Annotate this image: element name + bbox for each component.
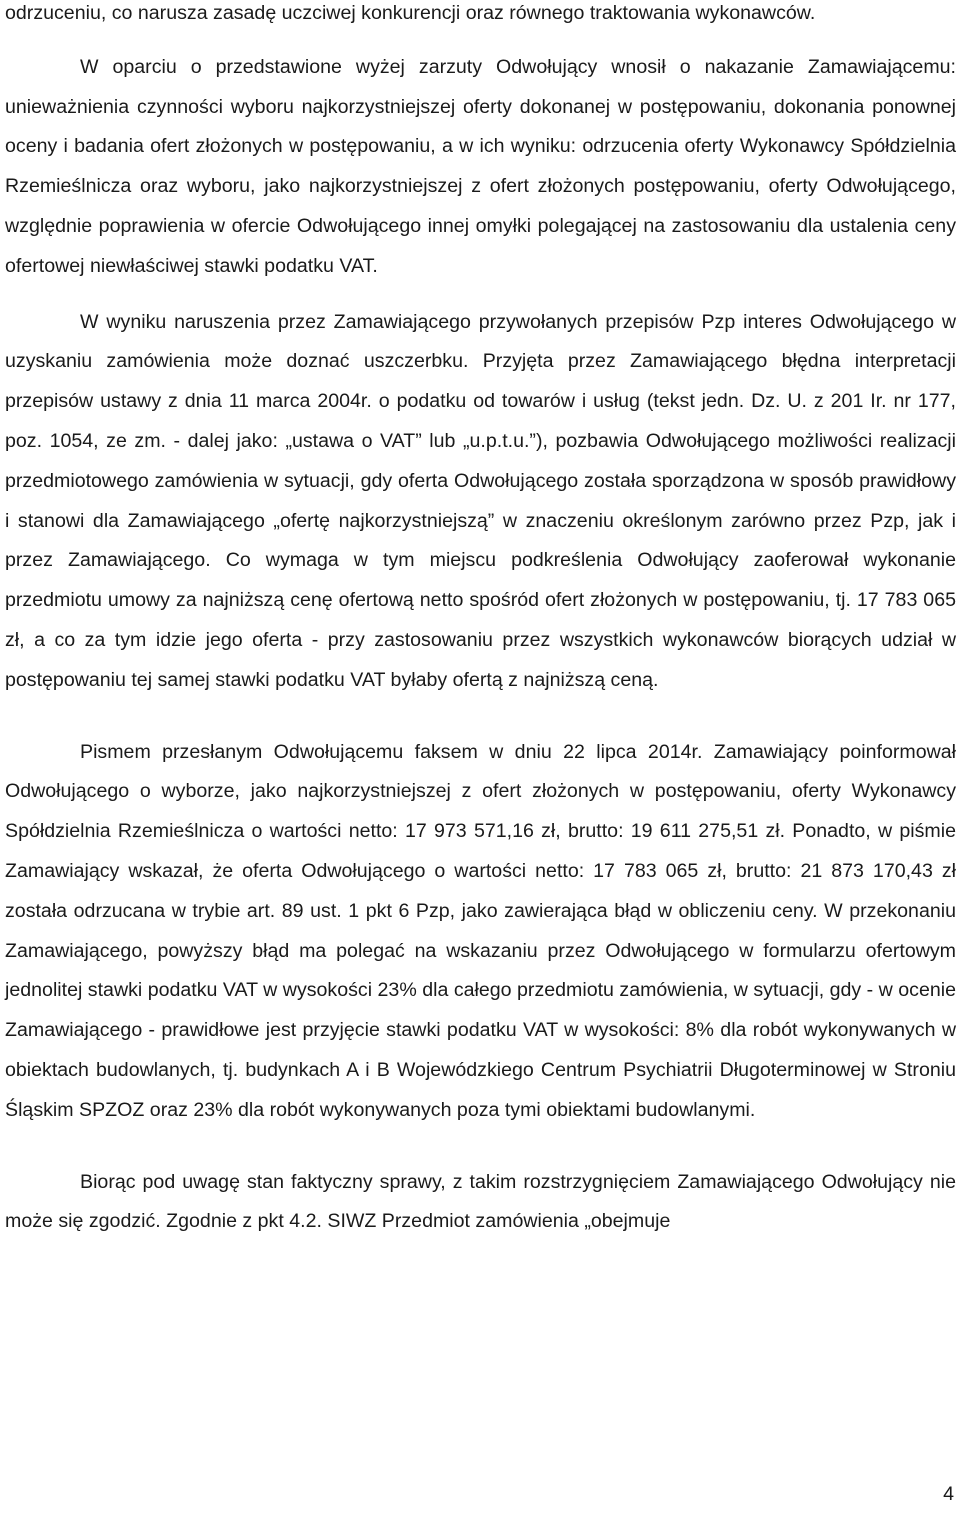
page-number: 4 [943,1483,954,1505]
paragraph-continuation: odrzuceniu, co narusza zasadę uczciwej konkurencji oraz równego traktowania wykonawców. [5,2,816,24]
paragraph-claims: W oparciu o przedstawione wyżej zarzuty Odwołujący wnosił o nakazanie Zamawiającemu: unieważnienia czynności wyboru najkorzystniejszej oferty dokonanej w postępowaniu, dokonania ponownej oceny i badania ofert złożonych w postępowaniu, a w ich wyniku: odrzucenia oferty Wykonawcy Spółdzielnia Rzemieślnicza oraz wyboru, jako najkorzystniejszej z ofert złożonych postępowaniu, oferty Odwołującego, względnie poprawienia w ofercie Odwołującego innej omyłki polegającej na zastosowaniu dla ustalenia ceny ofertowej niewłaściwej stawki podatku VAT. [5,55,956,277]
paragraph-position: Biorąc pod uwagę stan faktyczny sprawy, z takim rozstrzygnięciem Zamawiającego Odwołujący nie może się zgodzić. Zgodnie z pkt 4.2. SIWZ Przedmiot zamówienia „obejmuje [5,1170,956,1233]
document-page [5,0,956,1242]
paragraph-notification: Pismem przesłanym Odwołującemu faksem w dniu 22 lipca 2014r. Zamawiający poinformował Odwołującego o wyborze, jako najkorzystniejszej z ofert złożonych w postępowaniu, oferty Wykonawcy Spółdzielnia Rzemieślnicza o wartości netto: 17 973 571,16 zł, brutto: 19 611 275,51 zł. Ponadto, w piśmie Zamawiający wskazał, że oferta Odwołującego o wartości netto: 17 783 065 zł, brutto: 21 873 170,43 zł została odrzucana w trybie art. 89 ust. 1 pkt 6 Pzp, jako zawierająca błąd w obliczeniu ceny. W przekonaniu Zamawiającego, powyższy błąd ma polegać na wskazaniu przez Odwołującego w formularzu ofertowym jednolitej stawki podatku VAT w wysokości 23% dla całego przedmiotu zamówienia, w sytuacji, gdy - w ocenie Zamawiającego - prawidłowe jest przyjęcie stawki podatku VAT w wysokości: 8% dla robót wykonywanych w obiektach budowlanych, tj. budynkach A i B Wojewódzkiego Centrum Psychiatrii Długoterminowej w Stroniu Śląskim SPZOZ oraz 23% dla robót wykonywanych poza tymi obiektami budowlanymi. [5,740,956,1121]
paragraph-interest: W wyniku naruszenia przez Zamawiającego przywołanych przepisów Pzp interes Odwołującego w uzyskaniu zamówienia może doznać uszczerbku. Przyjęta przez Zamawiającego błędna interpretacji przepisów ustawy z dnia 11 marca 2004r. o podatku od towarów i usług (tekst jedn. Dz. U. z 201 Ir. nr 177, poz. 1054, ze zm. - dalej jako: „ustawa o VAT” lub „u.p.t.u.”), pozbawia Odwołującego możliwości realizacji przedmiotowego zamówienia w sytuacji, gdy oferta Odwołującego została sporządzona w sposób prawidłowy i stanowi dla Zamawiającego „ofertę najkorzystniejszą” w znaczeniu określonym zarówno przez Pzp, jak i przez Zamawiającego. Co wymaga w tym miejscu podkreślenia Odwołujący zaoferował wykonanie przedmiotu umowy za najniższą cenę ofertową netto spośród ofert złożonych w postępowaniu, tj. 17 783 065 zł, a co za tym idzie jego oferta - przy zastosowaniu przez wszystkich wykonawców biorących udział w postępowaniu tej samej stawki podatku VAT byłaby ofertą z najniższą ceną. [5,310,956,691]
